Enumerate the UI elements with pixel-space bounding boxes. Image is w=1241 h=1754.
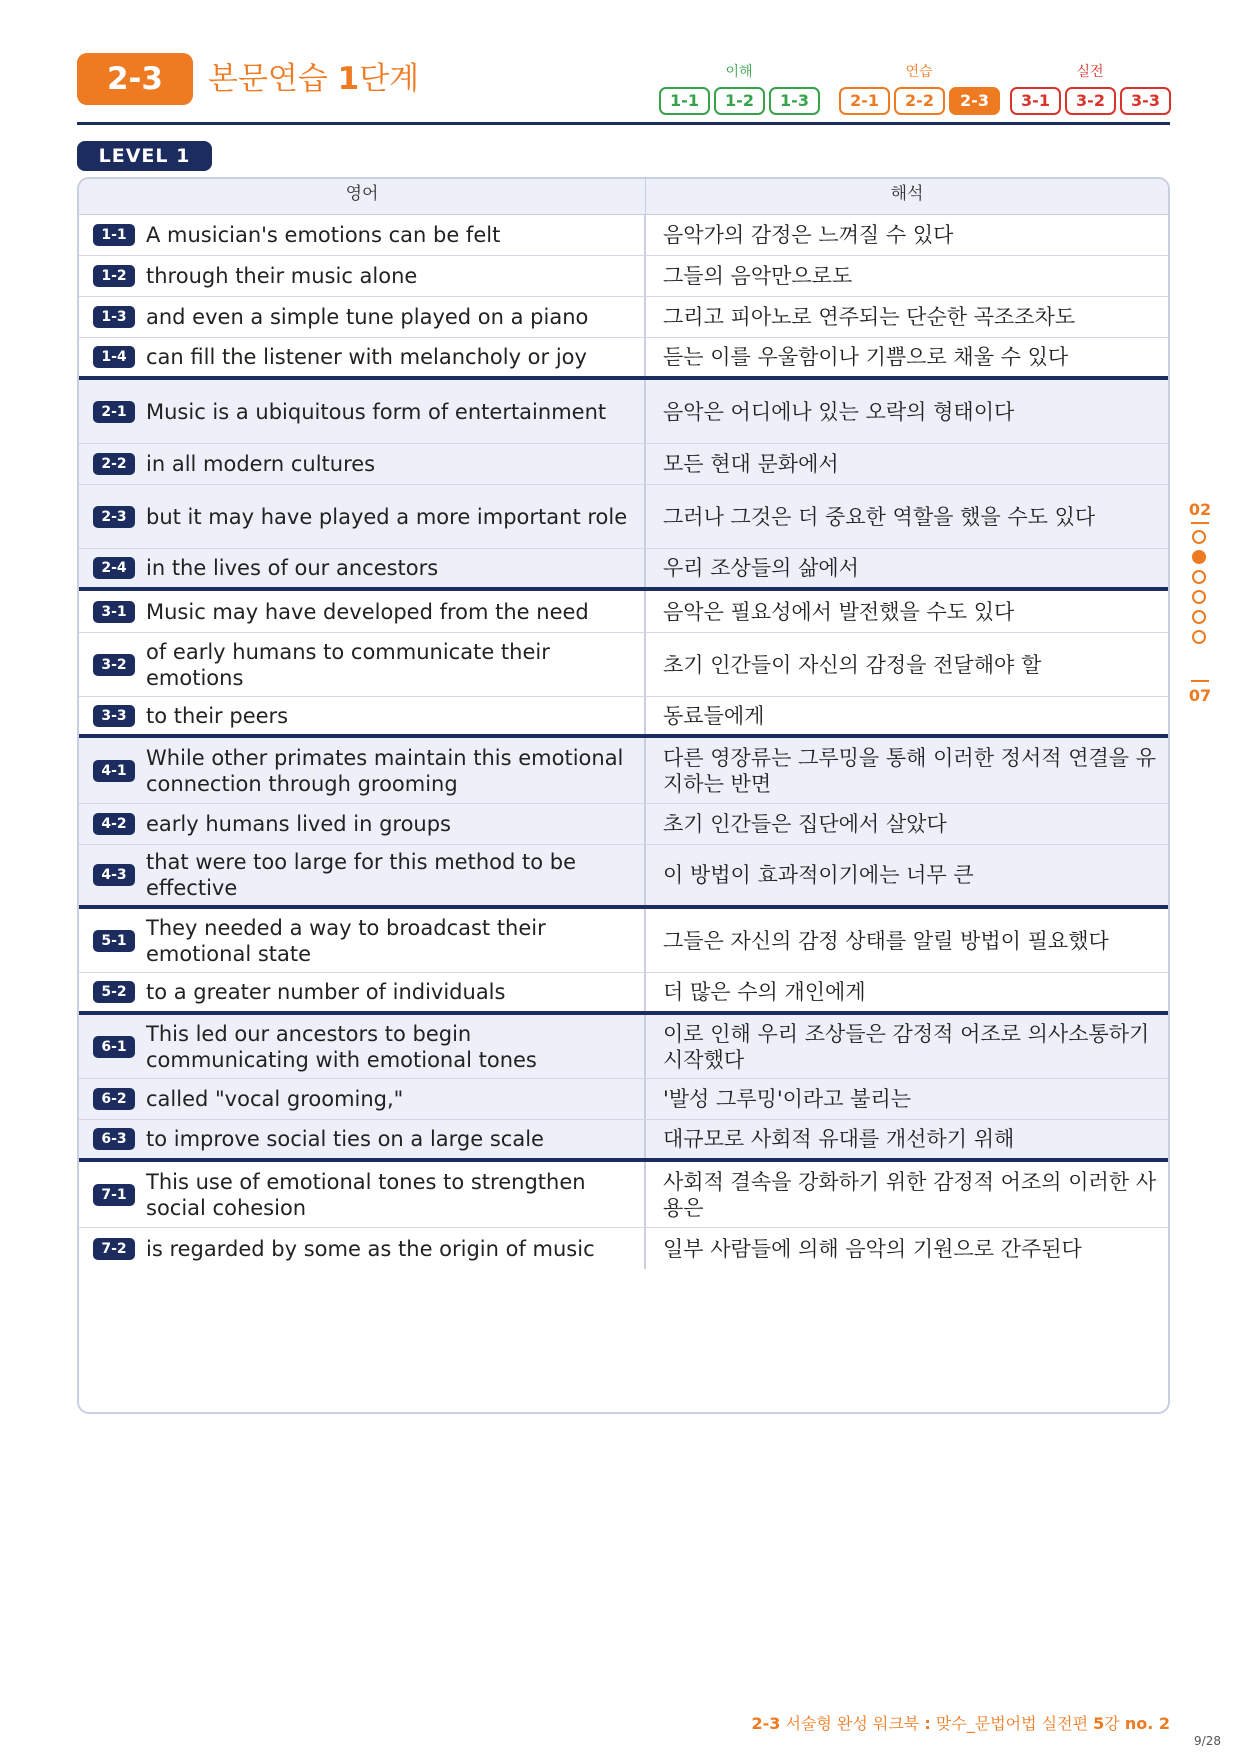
table-row (79, 1015, 1168, 1079)
page-number: 9/28 (1194, 1734, 1221, 1748)
footer-colon: : (924, 1714, 931, 1733)
table-row (79, 1228, 1168, 1269)
english-text: While other primates maintain this emotional connection through grooming (146, 745, 624, 796)
row-number-badge: 1-3 (93, 306, 135, 328)
header-divider (77, 122, 1170, 125)
title-prefix: 본문연습 (208, 61, 338, 97)
step-button-3-1[interactable]: 3-1 (1010, 87, 1061, 115)
korean-translation: 동료들에게 (663, 703, 765, 728)
table-row (79, 697, 1168, 738)
step-button-2-1[interactable]: 2-1 (839, 87, 890, 115)
table-row (79, 738, 1168, 804)
english-cell (79, 1079, 646, 1119)
english-cell (79, 697, 646, 734)
korean-translation: 그러나 그것은 더 중요한 역할을 했을 수도 있다 (663, 504, 1096, 529)
step-button-1-3[interactable]: 1-3 (769, 87, 820, 115)
translation-table (77, 177, 1170, 1414)
english-cell (79, 256, 646, 296)
step-group-actual (1010, 61, 1170, 117)
step-button-3-3[interactable]: 3-3 (1120, 87, 1171, 115)
korean-translation: 그리고 피아노로 연주되는 단순한 곡조조차도 (663, 305, 1076, 329)
english-cell (79, 804, 646, 844)
footer-series: 서술형 완성 워크북 (780, 1714, 925, 1733)
korean-cell (646, 549, 1168, 587)
table-row (79, 485, 1168, 549)
step-button-2-3[interactable]: 2-3 (949, 87, 1000, 115)
korean-cell (646, 380, 1168, 443)
chapter-start-number: 02 (1188, 500, 1212, 519)
korean-translation: 우리 조상들의 삶에서 (663, 556, 859, 580)
step-group-practice (839, 61, 999, 117)
english-cell (79, 591, 646, 632)
english-text: A musician's emotions can be felt (146, 223, 501, 247)
table-row (79, 1162, 1168, 1228)
row-number-badge: 6-1 (93, 1036, 135, 1058)
row-number-badge: 6-3 (93, 1128, 135, 1150)
english-cell (79, 1162, 646, 1227)
table-row (79, 1079, 1168, 1120)
english-text: through their music alone (146, 264, 418, 288)
korean-translation: 모든 현대 문화에서 (663, 452, 839, 476)
english-text: called "vocal grooming," (146, 1087, 404, 1111)
korean-cell (646, 338, 1168, 376)
step-group-understand (659, 61, 819, 117)
progress-dot (1192, 610, 1206, 624)
english-text: early humans lived in groups (146, 812, 452, 836)
korean-cell (646, 1120, 1168, 1158)
table-row (79, 909, 1168, 973)
korean-cell (646, 738, 1168, 803)
english-text: in the lives of our ancestors (146, 556, 439, 580)
table-row (79, 845, 1168, 909)
korean-translation: 이로 인해 우리 조상들은 감정적 어조로 의사소통하기 시작했다 (663, 1021, 1150, 1072)
step-group-label: 이해 (725, 64, 753, 80)
english-text: that were too large for this method to be effective (146, 850, 577, 900)
title-suffix: 단계 (359, 61, 420, 97)
table-row (79, 973, 1168, 1015)
english-cell (79, 485, 646, 548)
korean-translation: 더 많은 수의 개인에게 (663, 980, 866, 1004)
korean-translation: 이 방법이 효과적이기에는 너무 큰 (663, 863, 974, 887)
title-level-number: 1 (337, 61, 360, 97)
english-cell (79, 338, 646, 376)
english-text: to their peers (146, 703, 289, 728)
korean-cell (646, 804, 1168, 844)
table-header (79, 179, 1168, 215)
progress-dot (1192, 630, 1206, 644)
table-row (79, 591, 1168, 633)
english-text: to improve social ties on a large scale (146, 1127, 544, 1151)
english-cell (79, 1228, 646, 1269)
row-number-badge: 1-1 (93, 224, 135, 246)
page-header (77, 53, 1170, 125)
korean-cell (646, 973, 1168, 1011)
english-text: They needed a way to broadcast their emotional state (146, 915, 546, 966)
korean-cell (646, 215, 1168, 255)
korean-translation: 사회적 결속을 강화하기 위한 감정적 어조의 이러한 사용은 (663, 1169, 1157, 1220)
table-row (79, 215, 1168, 256)
english-text: and even a simple tune played on a piano (146, 305, 589, 329)
korean-cell (646, 697, 1168, 734)
table-row (79, 549, 1168, 591)
english-cell (79, 380, 646, 443)
chapter-side-nav (1185, 500, 1215, 705)
korean-translation: 듣는 이를 우울함이나 기쁨으로 채울 수 있다 (663, 345, 1069, 369)
english-cell (79, 1015, 646, 1078)
korean-translation: 초기 인간들이 자신의 감정을 전달해야 할 (663, 652, 1042, 677)
english-text: is regarded by some as the origin of music (146, 1236, 595, 1261)
korean-translation: 음악은 어디에나 있는 오락의 형태이다 (663, 399, 1015, 424)
english-cell (79, 444, 646, 484)
footer-book: 맞수_문법어법 실전편 (930, 1714, 1094, 1733)
side-divider-top (1191, 522, 1209, 524)
chapter-end-number: 07 (1188, 686, 1212, 705)
english-text: of early humans to communicate their emotions (146, 639, 550, 690)
korean-translation: 초기 인간들은 집단에서 살았다 (663, 812, 947, 836)
step-group-label: 실전 (1076, 64, 1104, 80)
korean-translation: 일부 사람들에 의해 음악의 기원으로 간주된다 (663, 1236, 1082, 1261)
table-row (79, 338, 1168, 380)
korean-cell (646, 444, 1168, 484)
english-text: Music is a ubiquitous form of entertainment (146, 399, 607, 424)
korean-cell (646, 633, 1168, 696)
side-divider-bottom (1191, 680, 1209, 682)
english-cell (79, 1120, 646, 1158)
table-row (79, 297, 1168, 338)
row-number-badge: 7-1 (93, 1184, 135, 1206)
korean-cell (646, 909, 1168, 972)
english-text: but it may have played a more important role (146, 504, 628, 529)
english-cell (79, 297, 646, 337)
row-number-badge: 1-2 (93, 265, 135, 287)
row-number-badge: 6-2 (93, 1088, 135, 1110)
chapter-progress-dots (1192, 530, 1208, 650)
column-header-korean: 해석 (890, 184, 924, 204)
step-button-1-1[interactable]: 1-1 (659, 87, 710, 115)
english-text: to a greater number of individuals (146, 980, 506, 1004)
footer-section: 2-3 (751, 1714, 781, 1733)
english-text: This led our ancestors to begin communicating with emotional tones (146, 1021, 537, 1072)
table-row (79, 444, 1168, 485)
row-number-badge: 7-2 (93, 1238, 135, 1260)
footer-lesson-word: 강 (1104, 1714, 1125, 1733)
korean-cell (646, 485, 1168, 548)
footer-number: no. 2 (1124, 1714, 1170, 1733)
english-text: in all modern cultures (146, 452, 376, 476)
row-number-badge: 4-3 (93, 864, 135, 886)
row-number-badge: 2-3 (93, 506, 135, 528)
level-badge: LEVEL 1 (77, 141, 212, 171)
english-text: This use of emotional tones to strengthen social cohesion (146, 1169, 586, 1220)
row-number-badge: 3-2 (93, 654, 135, 676)
korean-translation: 대규모로 사회적 유대를 개선하기 위해 (663, 1127, 1015, 1151)
korean-cell (646, 1015, 1168, 1078)
step-button-3-2[interactable]: 3-2 (1065, 87, 1116, 115)
progress-dot (1192, 530, 1206, 544)
english-cell (79, 973, 646, 1011)
progress-dot-active (1192, 550, 1206, 564)
korean-cell (646, 297, 1168, 337)
korean-translation: 그들의 음악만으로도 (663, 264, 853, 288)
korean-translation: '발성 그루밍'이라고 불리는 (663, 1087, 912, 1111)
row-number-badge: 2-2 (93, 453, 135, 475)
korean-cell (646, 591, 1168, 632)
korean-cell (646, 1162, 1168, 1227)
table-row (79, 804, 1168, 845)
english-cell (79, 909, 646, 972)
korean-cell (646, 256, 1168, 296)
step-button-1-2[interactable]: 1-2 (714, 87, 765, 115)
korean-cell (646, 845, 1168, 905)
row-number-badge: 4-2 (93, 813, 135, 835)
row-number-badge: 1-4 (93, 346, 135, 368)
row-number-badge: 2-4 (93, 557, 135, 579)
page-title (208, 57, 419, 101)
row-number-badge: 5-2 (93, 981, 135, 1003)
step-group-label: 연습 (905, 64, 933, 80)
korean-translation: 음악가의 감정은 느껴질 수 있다 (663, 223, 954, 247)
section-badge: 2-3 (77, 53, 193, 105)
row-number-badge: 3-1 (93, 601, 135, 623)
english-cell (79, 633, 646, 696)
english-cell (79, 845, 646, 905)
korean-translation: 다른 영장류는 그루밍을 통해 이러한 정서적 연결을 유지하는 반면 (663, 745, 1157, 796)
progress-dot (1192, 590, 1206, 604)
korean-translation: 음악은 필요성에서 발전했을 수도 있다 (663, 599, 1015, 624)
table-row (79, 633, 1168, 697)
table-row (79, 380, 1168, 444)
korean-cell (646, 1079, 1168, 1119)
progress-dot (1192, 570, 1206, 584)
korean-translation: 그들은 자신의 감정 상태를 알릴 방법이 필요했다 (663, 928, 1109, 953)
english-text: can fill the listener with melancholy or joy (146, 345, 587, 369)
table-row (79, 1120, 1168, 1162)
english-cell (79, 738, 646, 803)
row-number-badge: 2-1 (93, 401, 135, 423)
footer-book-info (751, 1711, 1170, 1734)
step-button-2-2[interactable]: 2-2 (894, 87, 945, 115)
korean-cell (646, 1228, 1168, 1269)
table-row (79, 256, 1168, 297)
row-number-badge: 4-1 (93, 760, 135, 782)
row-number-badge: 3-3 (93, 705, 135, 727)
english-text: Music may have developed from the need (146, 599, 589, 624)
english-cell (79, 549, 646, 587)
column-header-english: 영어 (79, 179, 646, 215)
row-number-badge: 5-1 (93, 930, 135, 952)
footer-lesson-number: 5 (1093, 1714, 1105, 1733)
english-cell (79, 215, 646, 255)
